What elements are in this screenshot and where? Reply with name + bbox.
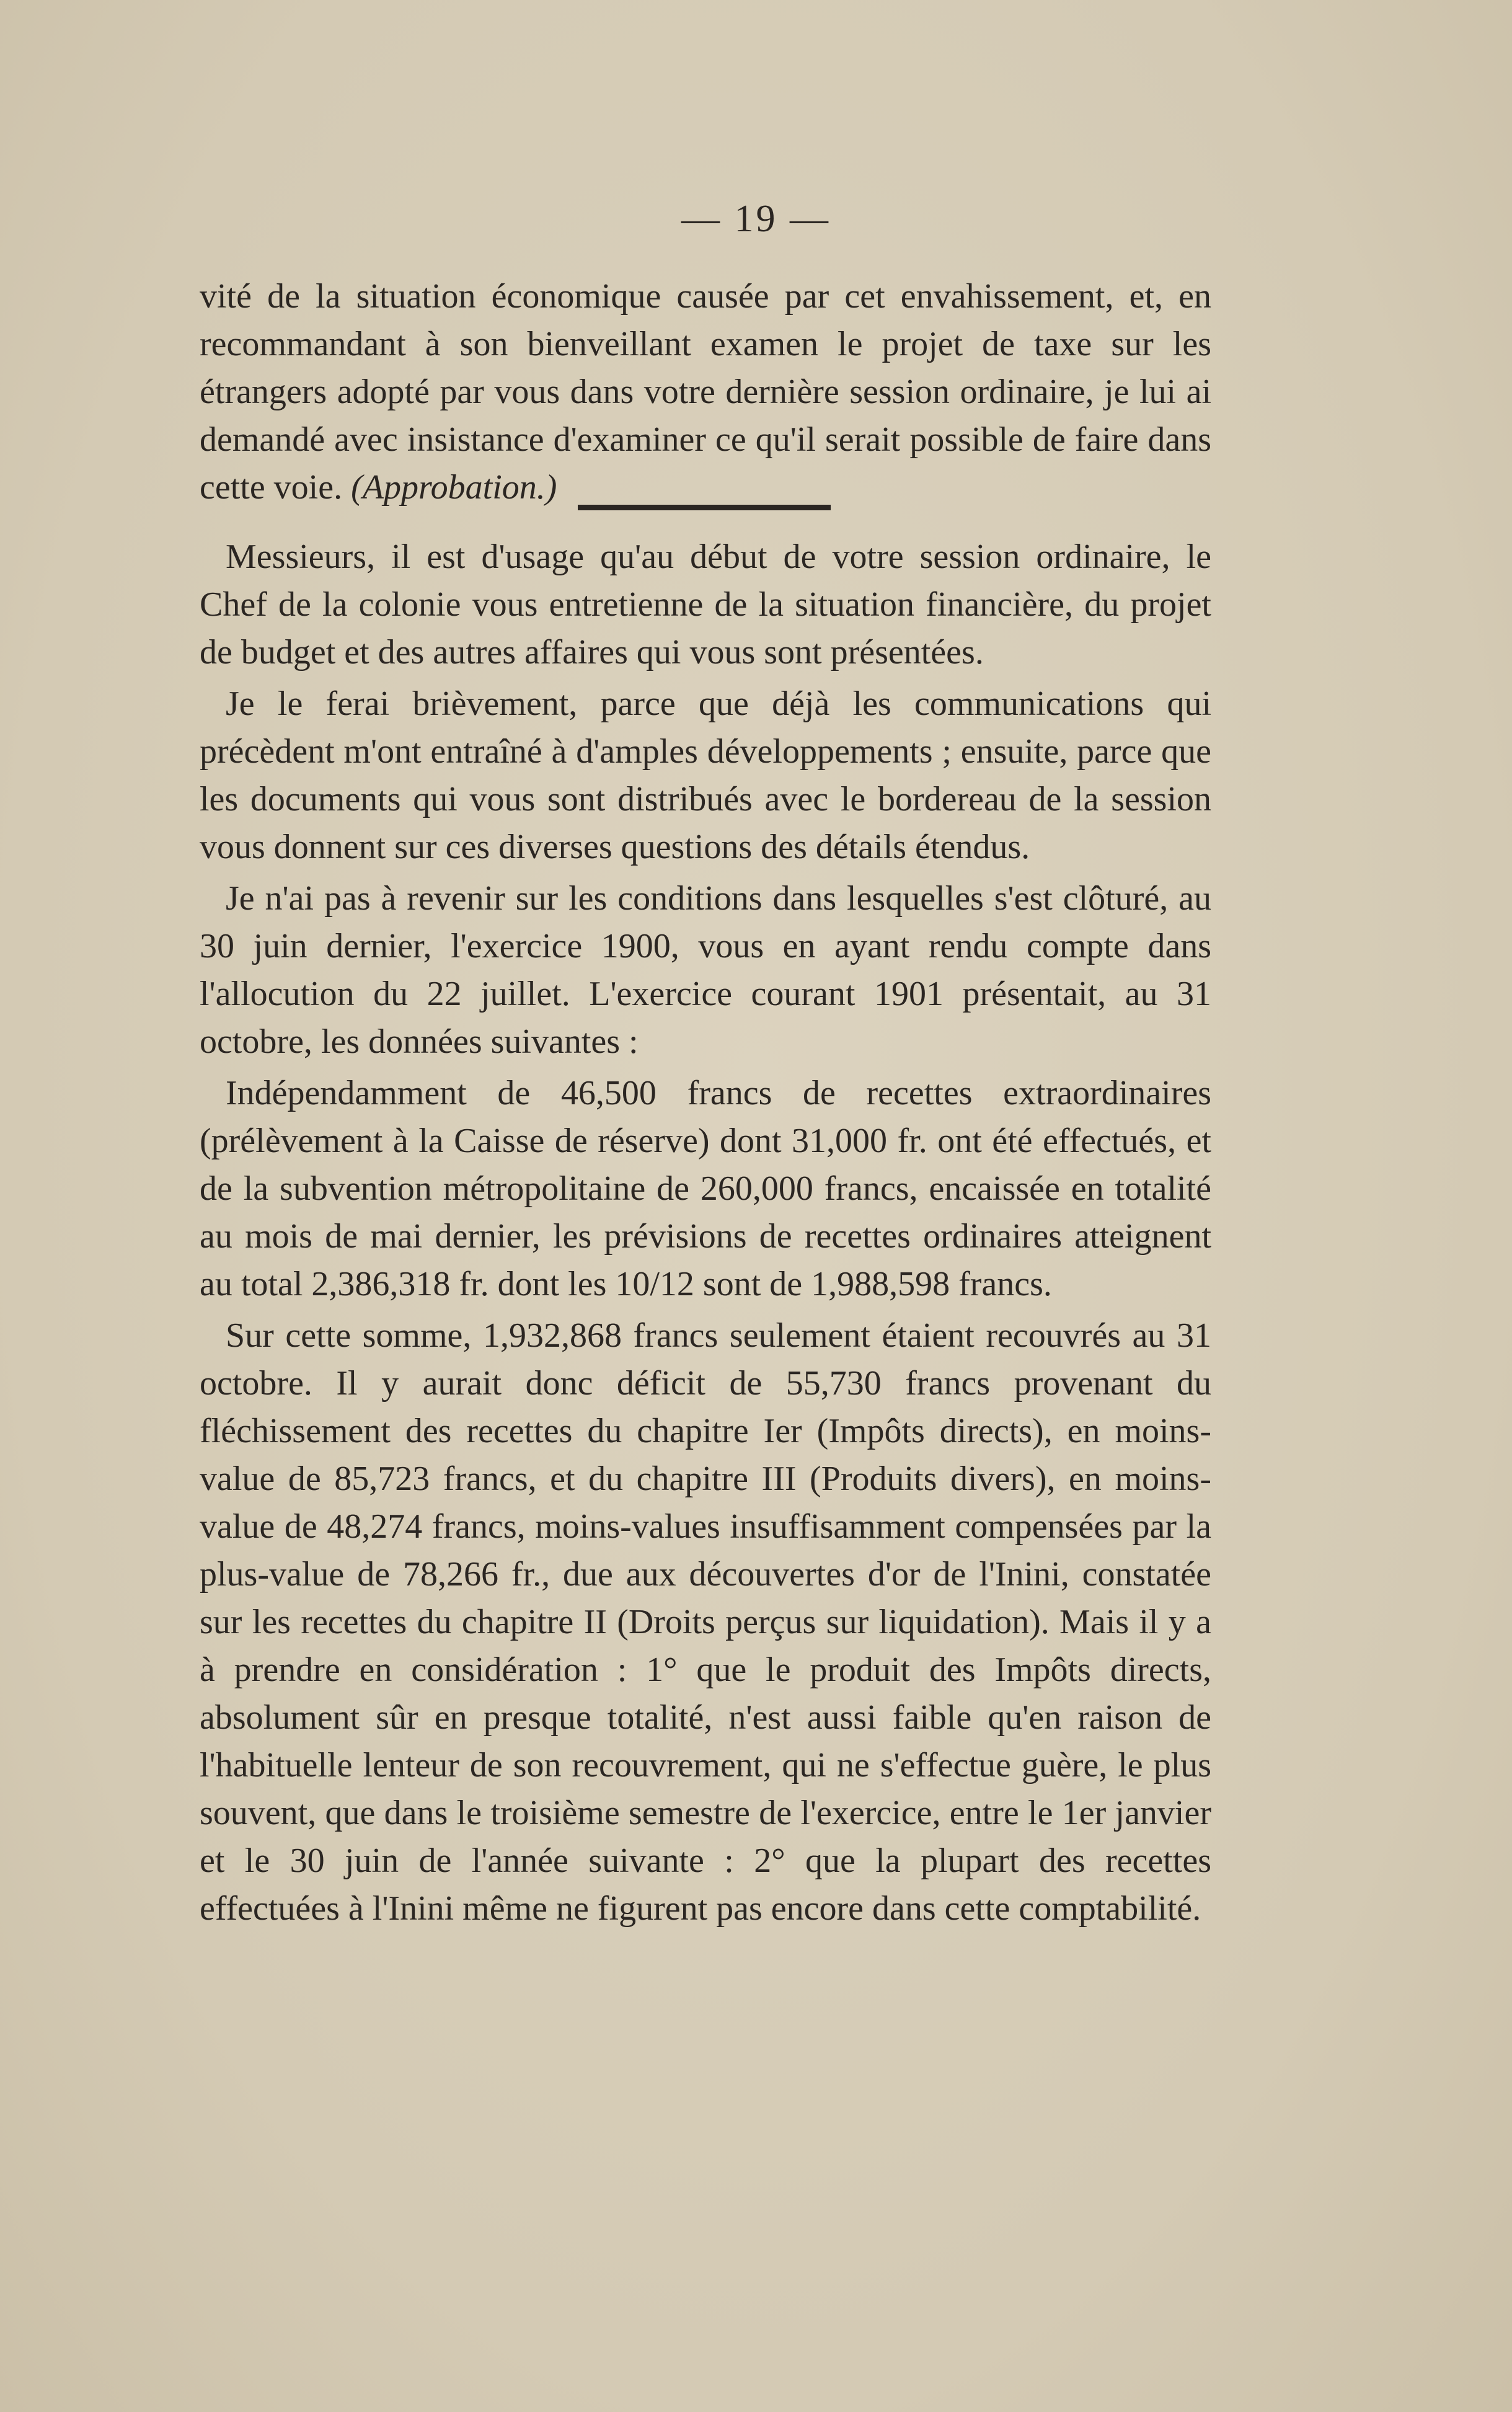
paragraph-exercice: Je n'ai pas à revenir sur les conditions dans lesquelles s'est clôturé, au 30 juin dernier, l'exercice 1900, vous en ayant rendu compte dans l'allocution du 22 juillet. L'exercice courant 1901 présentait, au 31 octobre, les données suivantes : xyxy=(200,879,1211,1061)
approbation-note: (Approbation.) xyxy=(351,468,557,507)
paragraph-deficit: Sur cette somme, 1,932,868 francs seulement étaient recouvrés au 31 octobre. Il y aurait donc déficit de 55,730 francs provenant du fléchissement des recettes du chapitre Ier (Impôts directs), en moins-value de 85,723 francs, et du chapitre III (Produits divers), en moins-value de 48,274 francs, moins-values insuffisamment compensées par la plus-value de 78,266 fr., due aux découvertes d'or de l'Inini, constatée sur les recettes du chapitre II (Droits perçus sur liquidation). Mais il y a à prendre en considération : 1° que le produit des Impôts directs, absolument sûr en presque totalité, n'est aussi faible qu'en raison de l'habituelle lenteur de son recouvrement, qui ne s'effectue guère, le plus souvent, que dans le troisième semestre de l'exercice, entre le 1er janvier et le 30 juin de l'année suivante : 2° que la plupart des recettes effectuées à l'Inini même ne figurent pas encore dans cette comptabilité. xyxy=(200,1316,1211,1928)
page-number: — 19 — xyxy=(681,198,831,240)
intro-paragraph xyxy=(200,273,1211,512)
paragraph-recettes: Indépendamment de 46,500 francs de recettes extraordinaires (prélèvement à la Caisse de réserve) dont 31,000 fr. ont été effectués, et de la subvention métropolitaine de 260,000 francs, encaissée en totalité au mois de mai dernier, les prévisions de recettes ordinaires atteignent au total 2,386,318 fr. dont les 10/12 sont de 1,988,598 francs. xyxy=(200,1074,1211,1303)
paragraph-messieurs: Messieurs, il est d'usage qu'au début de votre session ordinaire, le Chef de la colonie vous entretienne de la situation financière, du projet de budget et des autres affaires qui vous sont présentées. xyxy=(200,538,1211,672)
body-text xyxy=(200,533,1211,1933)
section-divider xyxy=(578,505,831,510)
intro-text-block xyxy=(200,273,1211,512)
paragraph-brievement: Je le ferai brièvement, parce que déjà les communications qui précèdent m'ont entraîné à d'amples développements ; ensuite, parce que les documents qui vous sont distribués avec le bordereau de la session vous donnent sur ces diverses questions des détails étendus. xyxy=(200,685,1211,866)
intro-text: vité de la situation économique causée par cet envahissement, et, en recommandant à son bienveillant examen le projet de taxe sur les étrangers adopté par vous dans votre dernière session ordinaire, je lui ai demandé avec insistance d'examiner ce qu'il serait possible de faire dans cette voie. xyxy=(200,277,1211,507)
